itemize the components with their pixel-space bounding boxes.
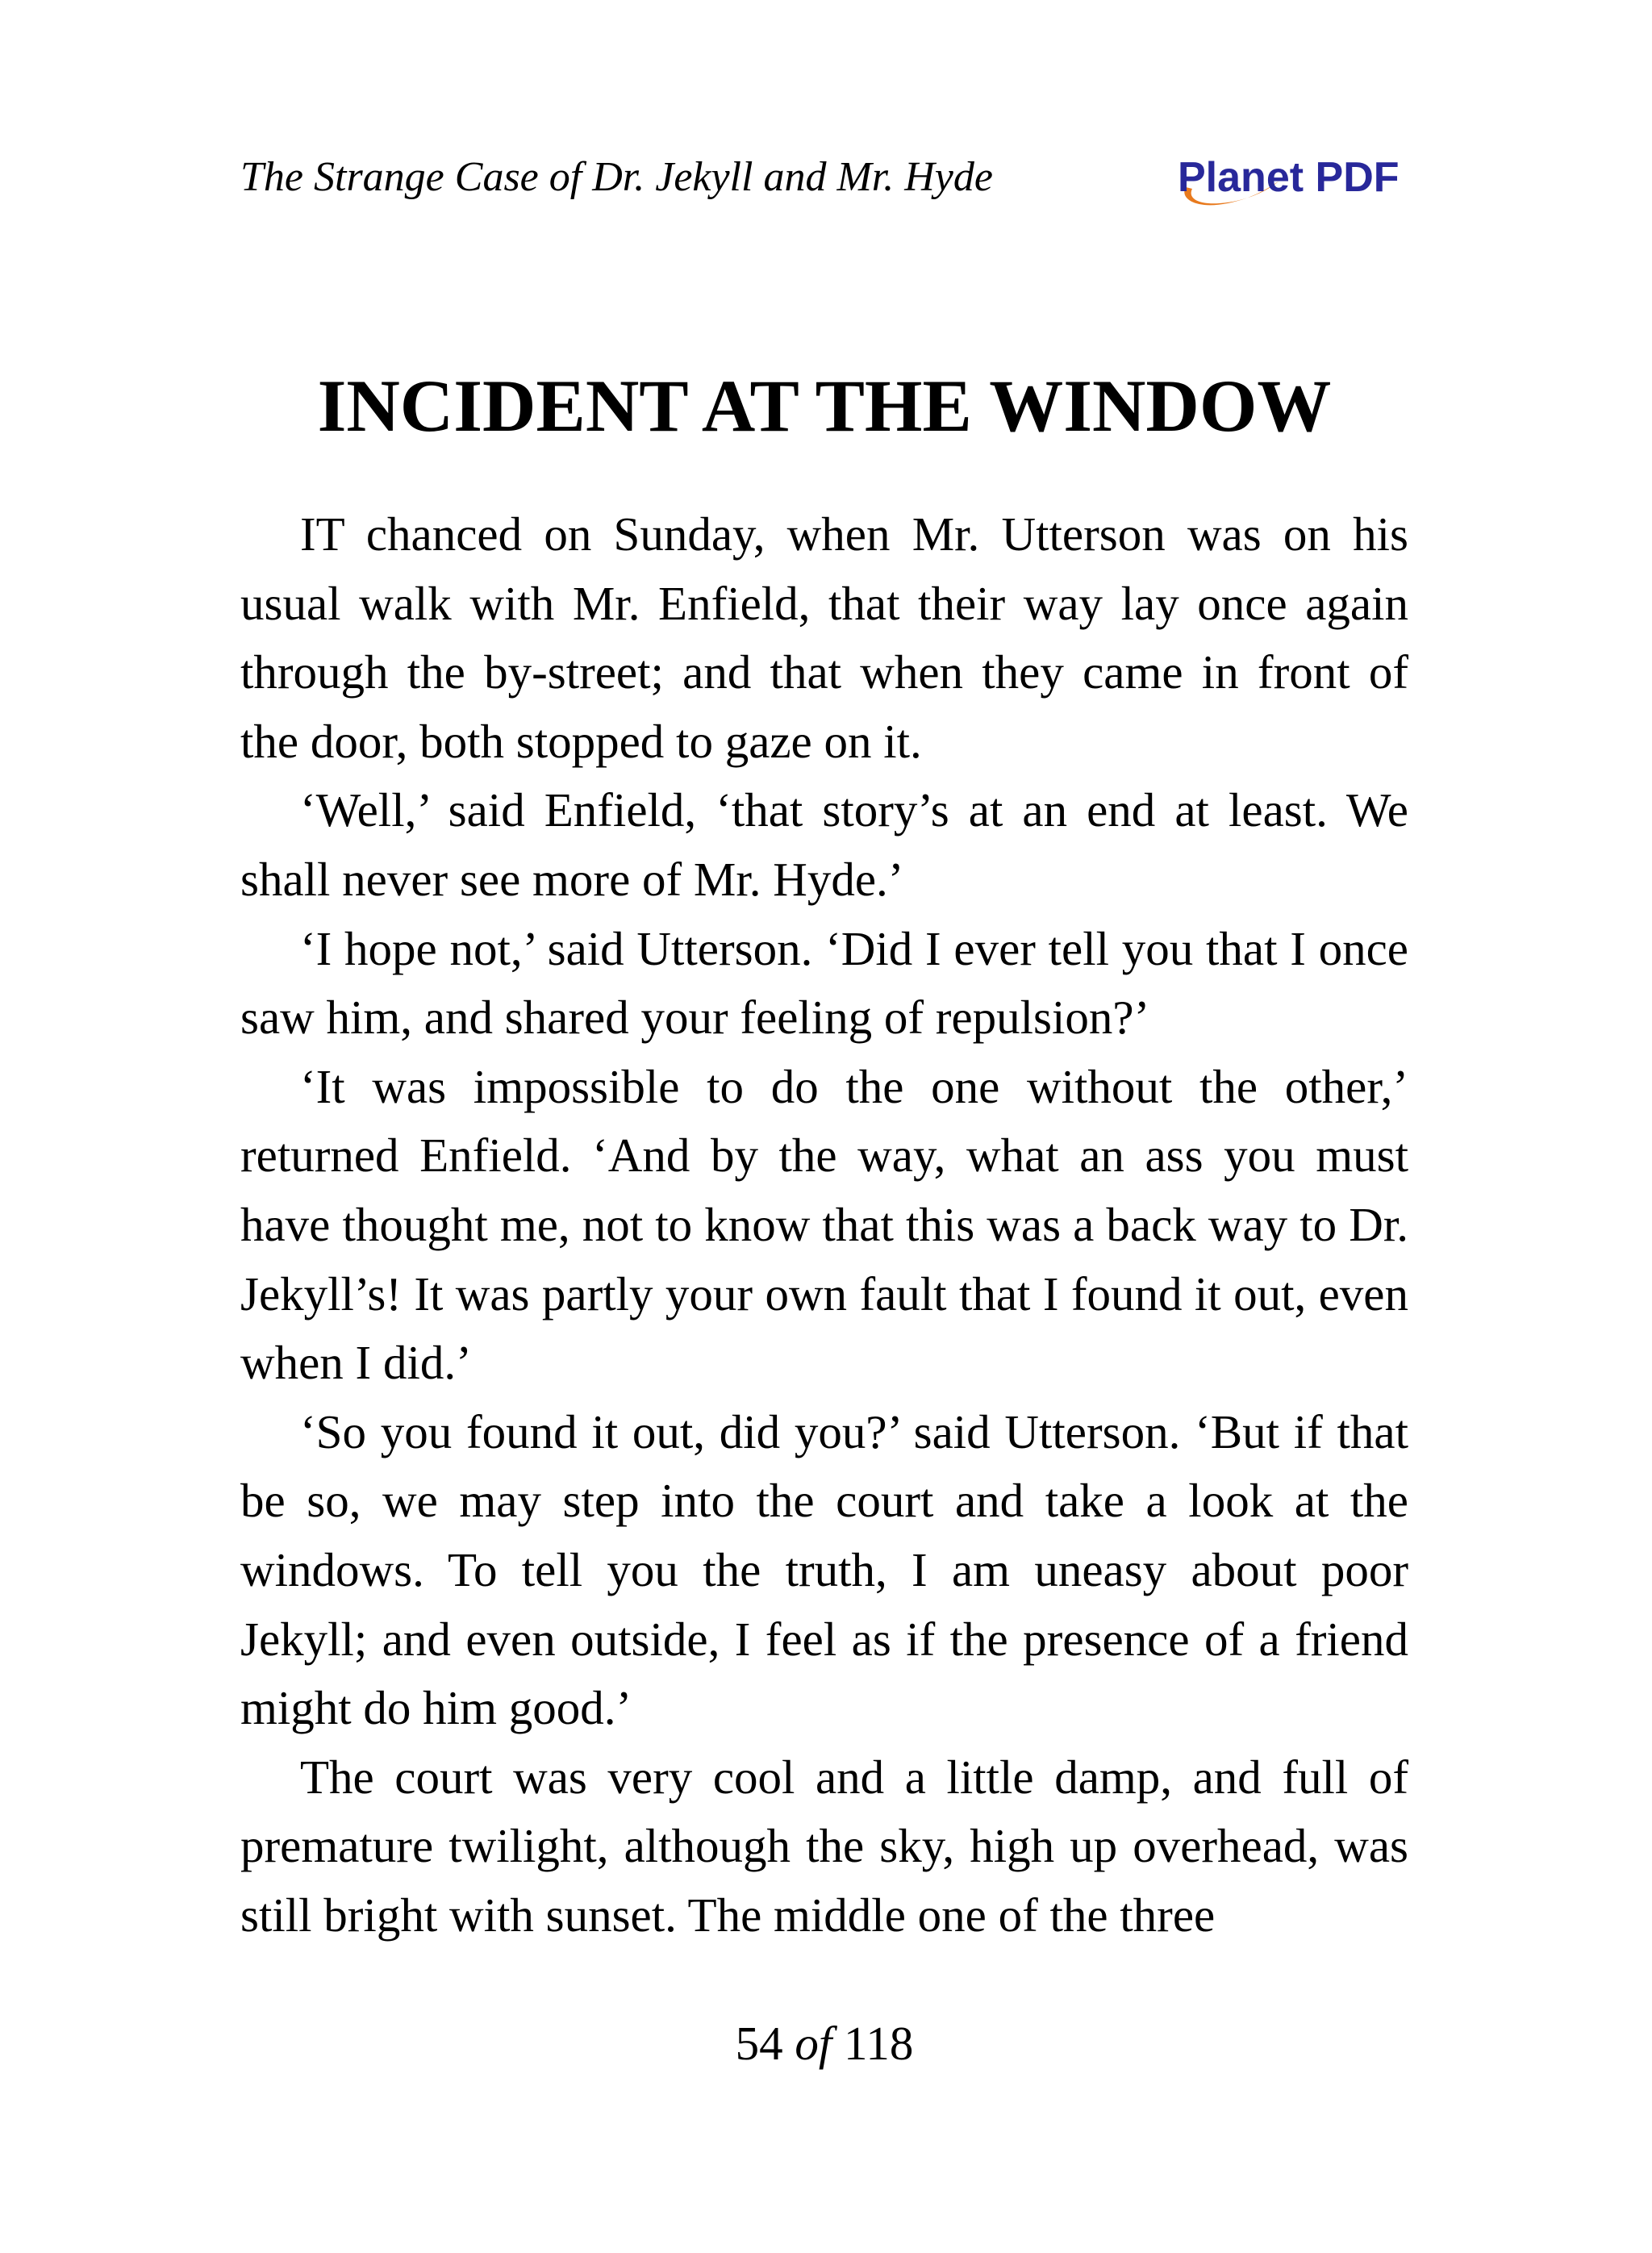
planet-pdf-logo: [1171, 152, 1413, 216]
paragraph: IT chanced on Sunday, when Mr. Utterson was on his usual walk with Mr. Enfield, that their way lay once again through the by-street; and that when they came in front of the door, both stopped to gaze on it.: [240, 507, 1408, 768]
paragraph: The court was very cool and a little damp, and full of premature twilight, although the sky, high up overhead, was still bright with sunset. The middle one of the three: [240, 1750, 1408, 1942]
paragraph: ‘Well,’ said Enfield, ‘that story’s at an end at least. We shall never see more of Mr. Hyde.’: [240, 783, 1408, 906]
current-page-number: 54: [735, 2017, 783, 2070]
paragraph: ‘So you found it out, did you?’ said Utterson. ‘But if that be so, we may step into the court and take a look at the windows. To tell you the truth, I am uneasy about poor Jekyll; and even outside, I feel as if the presence of a friend might do him good.’: [240, 1404, 1408, 1735]
chapter-body: [240, 500, 1408, 1950]
logo-wordmark: [1178, 152, 1400, 203]
logo-word-pdf: PDF: [1315, 154, 1400, 201]
total-pages-number: 118: [844, 2017, 914, 2070]
page-indicator: [240, 2014, 1408, 2072]
page-of-word: of: [795, 2017, 832, 2070]
chapter-title: INCIDENT AT THE WINDOW: [317, 365, 1332, 447]
paragraph: ‘I hope not,’ said Utterson. ‘Did I ever tell you that I once saw him, and shared your feeling of repulsion?’: [240, 921, 1408, 1045]
paragraph: ‘It was impossible to do the one without the other,’ returned Enfield. ‘And by the way, what an ass you must have thought me, not to know that this was a back way to Dr. Jekyll’s! It was partly your own fault that I found it out, even when I did.’: [240, 1059, 1408, 1390]
book-title-header: The Strange Case of Dr. Jekyll and Mr. Hyde: [240, 154, 993, 200]
logo-word-planet: Planet: [1178, 154, 1304, 201]
